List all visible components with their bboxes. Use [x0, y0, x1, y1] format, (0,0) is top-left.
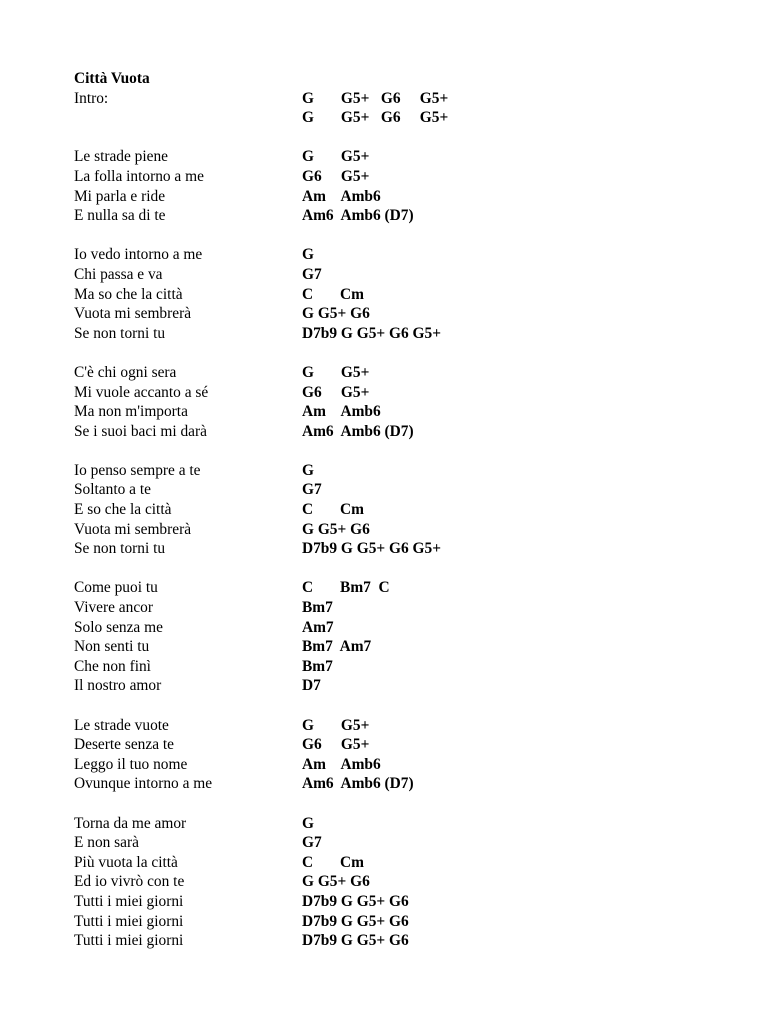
song-line — [74, 618, 714, 638]
chord-text: G6 G5+ — [302, 167, 370, 185]
lyric-text: Leggo il tuo nome — [74, 755, 188, 773]
chord-text: G7 — [302, 265, 322, 283]
song-line — [74, 480, 714, 500]
chord-text: C Cm — [302, 285, 364, 303]
lyric-text: Non senti tu — [74, 638, 150, 656]
chord-text: G G5+ — [302, 148, 370, 166]
chord-text: Bm7 — [302, 599, 333, 617]
song-line — [74, 461, 714, 481]
lyric-text: E non sarà — [74, 834, 139, 852]
chord-text: Am Amb6 — [302, 755, 381, 773]
song-line — [74, 187, 714, 207]
song-line — [74, 245, 714, 265]
chord-text: Am Amb6 — [302, 403, 381, 421]
blank-line — [74, 128, 714, 148]
song-line — [74, 872, 714, 892]
song-line — [74, 500, 714, 520]
chord-text: G G5+ G6 — [302, 305, 370, 323]
song-line — [74, 676, 714, 696]
chord-text: D7b9 G G5+ G6 — [302, 932, 409, 950]
blank-line — [74, 441, 714, 461]
song-line — [74, 383, 714, 403]
song-line — [74, 735, 714, 755]
chord-text: G G5+ G6 — [302, 520, 370, 538]
chord-text: G G5+ G6 G5+ — [302, 109, 449, 127]
song-line — [74, 167, 714, 187]
lyric-text: Come puoi tu — [74, 579, 158, 597]
chord-text: Am6 Amb6 (D7) — [302, 422, 414, 440]
song-line — [74, 853, 714, 873]
lyric-text: Tutti i miei giorni — [74, 932, 184, 950]
song-line — [74, 147, 714, 167]
lyric-text: Torna da me amor — [74, 814, 187, 832]
chord-text: G6 G5+ — [302, 736, 370, 754]
song-line — [74, 539, 714, 559]
chord-text: Am Amb6 — [302, 187, 381, 205]
chord-text: G7 — [302, 481, 322, 499]
lyric-text: Ovunque intorno a me — [74, 775, 213, 793]
song-line — [74, 814, 714, 834]
song-line — [74, 774, 714, 794]
lyric-text: Le strade piene — [74, 148, 169, 166]
song-line — [74, 892, 714, 912]
lyric-text: Ma so che la città — [74, 285, 183, 303]
song-line — [74, 657, 714, 677]
lyric-text: Vuota mi sembrerà — [74, 520, 192, 538]
lyric-text: Tutti i miei giorni — [74, 892, 184, 910]
song-line — [74, 402, 714, 422]
song-line — [74, 931, 714, 951]
song-line — [74, 108, 714, 128]
chord-text: Am7 — [302, 618, 334, 636]
chord-text: G G5+ G6 G5+ — [302, 89, 449, 107]
chord-text: G6 G5+ — [302, 383, 370, 401]
lyric-text: Più vuota la città — [74, 853, 178, 871]
song-line — [74, 206, 714, 226]
lyric-text: Che non finì — [74, 657, 151, 675]
lyric-text: Solo senza me — [74, 618, 163, 636]
chord-text: G — [302, 461, 314, 479]
blank-line — [74, 559, 714, 579]
song-line — [74, 265, 714, 285]
song-line — [74, 716, 714, 736]
chord-text: G G5+ — [302, 716, 370, 734]
song-line — [74, 304, 714, 324]
chord-text: Bm7 Am7 — [302, 638, 372, 656]
chord-text: C Bm7 C — [302, 579, 390, 597]
blank-line — [74, 794, 714, 814]
song-line — [74, 912, 714, 932]
blank-line — [74, 696, 714, 716]
chord-text: D7b9 G G5+ G6 G5+ — [302, 324, 441, 342]
lyric-text: Io penso sempre a te — [74, 461, 201, 479]
lyric-text: La folla intorno a me — [74, 167, 204, 185]
chord-text: G — [302, 814, 314, 832]
song-line — [74, 578, 714, 598]
lyric-text: Se i suoi baci mi darà — [74, 422, 207, 440]
lyric-text: Se non torni tu — [74, 324, 166, 342]
lyric-text: Chi passa e va — [74, 265, 163, 283]
chord-text: G7 — [302, 834, 322, 852]
song-line — [74, 637, 714, 657]
song-sheet — [74, 69, 714, 951]
song-line — [74, 833, 714, 853]
chord-text: D7b9 G G5+ G6 — [302, 892, 409, 910]
lyric-text: Vuota mi sembrerà — [74, 305, 192, 323]
lyric-text: Le strade vuote — [74, 716, 169, 734]
lyric-text: Intro: — [74, 89, 109, 107]
song-lines — [74, 89, 714, 951]
song-title: Città Vuota — [74, 70, 150, 87]
chord-text: Am6 Amb6 (D7) — [302, 775, 414, 793]
lyric-text: Il nostro amor — [74, 677, 162, 695]
chord-text: G G5+ G6 — [302, 873, 370, 891]
chord-text: Am6 Amb6 (D7) — [302, 207, 414, 225]
lyric-text: Tutti i miei giorni — [74, 912, 184, 930]
lyric-text: Ed io vivrò con te — [74, 873, 185, 891]
chord-text: G — [302, 246, 314, 264]
blank-line — [74, 226, 714, 246]
song-line — [74, 598, 714, 618]
chord-text: C Cm — [302, 501, 364, 519]
lyric-text: Mi vuole accanto a sé — [74, 383, 209, 401]
song-line — [74, 520, 714, 540]
lyric-text: E so che la città — [74, 501, 172, 519]
lyric-text: Io vedo intorno a me — [74, 246, 203, 264]
chord-text: D7b9 G G5+ G6 G5+ — [302, 540, 441, 558]
lyric-text: C'è chi ogni sera — [74, 363, 177, 381]
song-line — [74, 422, 714, 442]
song-line — [74, 89, 714, 109]
song-line — [74, 755, 714, 775]
chord-text: D7 — [302, 677, 321, 695]
chord-text: G G5+ — [302, 363, 370, 381]
song-line — [74, 285, 714, 305]
lyric-text: Se non torni tu — [74, 540, 166, 558]
lyric-text: Ma non m'importa — [74, 403, 188, 421]
lyric-text: Vivere ancor — [74, 599, 153, 617]
song-line — [74, 324, 714, 344]
lyric-text: Mi parla e ride — [74, 187, 166, 205]
chord-text: D7b9 G G5+ G6 — [302, 912, 409, 930]
song-line — [74, 363, 714, 383]
lyric-text: Deserte senza te — [74, 736, 174, 754]
lyric-text: Soltanto a te — [74, 481, 151, 499]
chord-text: Bm7 — [302, 657, 333, 675]
lyric-text: E nulla sa di te — [74, 207, 166, 225]
blank-line — [74, 343, 714, 363]
chord-text: C Cm — [302, 853, 364, 871]
